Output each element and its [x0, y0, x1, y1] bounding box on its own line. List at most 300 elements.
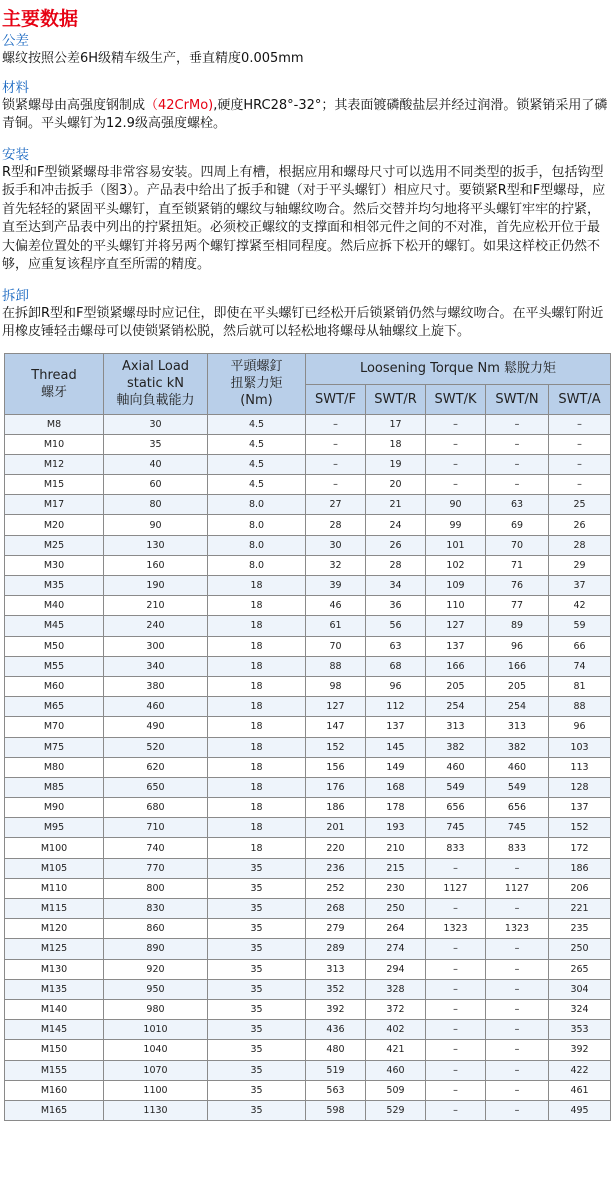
- cell-swt-k: –: [426, 1020, 486, 1040]
- cell-swt-k: 110: [426, 596, 486, 616]
- screw-torque-header-line1: 平頭螺釘: [230, 359, 283, 374]
- cell-swt-k: 549: [426, 777, 486, 797]
- cell-swt-f: 480: [306, 1040, 366, 1060]
- cell-thread: M30: [5, 555, 104, 575]
- cell-swt-a: 186: [549, 858, 611, 878]
- cell-swt-n: –: [486, 999, 549, 1019]
- cell-swt-f: –: [306, 414, 366, 434]
- cell-swt-f: 279: [306, 919, 366, 939]
- cell-swt-r: 137: [366, 717, 426, 737]
- axial-load-header-line2: static kN: [126, 376, 185, 391]
- cell-swt-k: 833: [426, 838, 486, 858]
- cell-swt-a: 42: [549, 596, 611, 616]
- cell-axial-load: 40: [104, 454, 208, 474]
- cell-swt-r: 168: [366, 777, 426, 797]
- cell-axial-load: 380: [104, 676, 208, 696]
- cell-axial-load: 800: [104, 878, 208, 898]
- cell-swt-n: –: [486, 1040, 549, 1060]
- cell-thread: M105: [5, 858, 104, 878]
- table-row: [5, 838, 611, 858]
- cell-swt-r: 19: [366, 454, 426, 474]
- cell-swt-r: 215: [366, 858, 426, 878]
- cell-swt-f: 201: [306, 818, 366, 838]
- cell-thread: M70: [5, 717, 104, 737]
- cell-axial-load: 210: [104, 596, 208, 616]
- screw-torque-header-line3: (Nm): [240, 393, 273, 408]
- spec-table-body: [5, 414, 611, 1121]
- thread-header: [5, 353, 104, 414]
- cell-swt-a: 392: [549, 1040, 611, 1060]
- cell-swt-k: 1127: [426, 878, 486, 898]
- cell-thread: M160: [5, 1080, 104, 1100]
- cell-thread: M135: [5, 979, 104, 999]
- cell-screw-torque: 35: [208, 959, 306, 979]
- cell-screw-torque: 8.0: [208, 515, 306, 535]
- cell-swt-a: 103: [549, 737, 611, 757]
- cell-screw-torque: 18: [208, 737, 306, 757]
- cell-swt-f: 186: [306, 798, 366, 818]
- cell-screw-torque: 4.5: [208, 454, 306, 474]
- table-row: [5, 1100, 611, 1120]
- cell-axial-load: 90: [104, 515, 208, 535]
- cell-swt-a: 221: [549, 899, 611, 919]
- cell-swt-n: 71: [486, 555, 549, 575]
- cell-swt-k: –: [426, 959, 486, 979]
- cell-swt-k: 166: [426, 656, 486, 676]
- cell-swt-k: –: [426, 979, 486, 999]
- cell-axial-load: 190: [104, 576, 208, 596]
- cell-swt-f: –: [306, 454, 366, 474]
- table-row: [5, 777, 611, 797]
- cell-swt-k: –: [426, 858, 486, 878]
- material-text-before: 锁紧螺母由高强度钢制成: [2, 97, 146, 113]
- cell-screw-torque: 18: [208, 676, 306, 696]
- subheader-swt-n: SWT/N: [486, 384, 549, 414]
- screw-torque-header: [208, 353, 306, 414]
- cell-axial-load: 770: [104, 858, 208, 878]
- cell-axial-load: 60: [104, 475, 208, 495]
- cell-swt-n: 1127: [486, 878, 549, 898]
- subheader-swt-k: SWT/K: [426, 384, 486, 414]
- loosening-torque-header: Loosening Torque Nm 鬆脫力矩: [306, 353, 611, 384]
- cell-swt-a: 422: [549, 1060, 611, 1080]
- cell-axial-load: 35: [104, 434, 208, 454]
- cell-swt-f: 70: [306, 636, 366, 656]
- cell-swt-f: 436: [306, 1020, 366, 1040]
- cell-swt-n: –: [486, 899, 549, 919]
- cell-screw-torque: 35: [208, 939, 306, 959]
- cell-swt-r: 28: [366, 555, 426, 575]
- cell-swt-n: 89: [486, 616, 549, 636]
- cell-swt-a: 25: [549, 495, 611, 515]
- table-row: [5, 434, 611, 454]
- table-row: [5, 959, 611, 979]
- cell-axial-load: 1130: [104, 1100, 208, 1120]
- cell-swt-k: –: [426, 434, 486, 454]
- cell-thread: M130: [5, 959, 104, 979]
- cell-screw-torque: 4.5: [208, 414, 306, 434]
- cell-thread: M35: [5, 576, 104, 596]
- cell-swt-k: 1323: [426, 919, 486, 939]
- table-row: [5, 697, 611, 717]
- cell-swt-k: –: [426, 899, 486, 919]
- cell-swt-r: 145: [366, 737, 426, 757]
- cell-axial-load: 80: [104, 495, 208, 515]
- cell-swt-a: 265: [549, 959, 611, 979]
- cell-swt-r: 421: [366, 1040, 426, 1060]
- cell-swt-a: –: [549, 414, 611, 434]
- cell-swt-a: 96: [549, 717, 611, 737]
- cell-axial-load: 980: [104, 999, 208, 1019]
- cell-axial-load: 1100: [104, 1080, 208, 1100]
- cell-thread: M120: [5, 919, 104, 939]
- cell-axial-load: 1070: [104, 1060, 208, 1080]
- cell-thread: M100: [5, 838, 104, 858]
- thread-header-cn: 螺牙: [40, 384, 67, 400]
- cell-swt-f: 46: [306, 596, 366, 616]
- cell-swt-r: 274: [366, 939, 426, 959]
- cell-swt-n: 1323: [486, 919, 549, 939]
- cell-screw-torque: 35: [208, 899, 306, 919]
- cell-swt-n: –: [486, 1100, 549, 1120]
- cell-screw-torque: 35: [208, 979, 306, 999]
- cell-swt-a: 304: [549, 979, 611, 999]
- table-row: [5, 576, 611, 596]
- table-row: [5, 515, 611, 535]
- table-row: [5, 1040, 611, 1060]
- cell-swt-r: 509: [366, 1080, 426, 1100]
- cell-swt-f: 236: [306, 858, 366, 878]
- install-heading: 安装: [2, 146, 29, 163]
- table-row: [5, 1020, 611, 1040]
- table-row: [5, 535, 611, 555]
- table-row: [5, 495, 611, 515]
- cell-swt-k: 137: [426, 636, 486, 656]
- cell-thread: M25: [5, 535, 104, 555]
- cell-axial-load: 30: [104, 414, 208, 434]
- cell-swt-f: 98: [306, 676, 366, 696]
- cell-screw-torque: 4.5: [208, 475, 306, 495]
- cell-thread: M20: [5, 515, 104, 535]
- table-row: [5, 757, 611, 777]
- cell-swt-f: 27: [306, 495, 366, 515]
- table-row: [5, 414, 611, 434]
- cell-thread: M10: [5, 434, 104, 454]
- table-row: [5, 979, 611, 999]
- cell-swt-n: 254: [486, 697, 549, 717]
- cell-screw-torque: 18: [208, 656, 306, 676]
- tolerance-heading: 公差: [2, 33, 29, 49]
- table-row: [5, 636, 611, 656]
- page-title: 主要数据: [2, 8, 79, 30]
- table-row: [5, 475, 611, 495]
- cell-screw-torque: 35: [208, 1100, 306, 1120]
- cell-swt-n: 96: [486, 636, 549, 656]
- cell-swt-n: –: [486, 858, 549, 878]
- cell-thread: M75: [5, 737, 104, 757]
- cell-thread: M12: [5, 454, 104, 474]
- cell-swt-f: –: [306, 475, 366, 495]
- cell-swt-r: 328: [366, 979, 426, 999]
- cell-swt-f: 313: [306, 959, 366, 979]
- cell-swt-k: 99: [426, 515, 486, 535]
- cell-swt-f: 598: [306, 1100, 366, 1120]
- cell-swt-n: –: [486, 454, 549, 474]
- cell-swt-a: 81: [549, 676, 611, 696]
- table-row: [5, 737, 611, 757]
- cell-screw-torque: 35: [208, 999, 306, 1019]
- cell-swt-a: 37: [549, 576, 611, 596]
- material-text: [2, 97, 608, 134]
- cell-swt-a: –: [549, 475, 611, 495]
- cell-swt-r: 34: [366, 576, 426, 596]
- cell-swt-n: 745: [486, 818, 549, 838]
- cell-swt-r: 372: [366, 999, 426, 1019]
- cell-swt-n: –: [486, 1080, 549, 1100]
- cell-swt-n: –: [486, 1060, 549, 1080]
- cell-swt-k: –: [426, 1060, 486, 1080]
- cell-swt-a: 59: [549, 616, 611, 636]
- cell-screw-torque: 35: [208, 1020, 306, 1040]
- cell-axial-load: 830: [104, 899, 208, 919]
- cell-thread: M95: [5, 818, 104, 838]
- cell-swt-a: 66: [549, 636, 611, 656]
- cell-thread: M125: [5, 939, 104, 959]
- cell-screw-torque: 35: [208, 858, 306, 878]
- table-row: [5, 798, 611, 818]
- cell-screw-torque: 4.5: [208, 434, 306, 454]
- cell-swt-f: 28: [306, 515, 366, 535]
- cell-swt-n: 77: [486, 596, 549, 616]
- cell-swt-n: 460: [486, 757, 549, 777]
- cell-thread: M8: [5, 414, 104, 434]
- cell-axial-load: 160: [104, 555, 208, 575]
- cell-thread: M65: [5, 697, 104, 717]
- cell-swt-f: 289: [306, 939, 366, 959]
- cell-swt-f: 39: [306, 576, 366, 596]
- cell-swt-n: –: [486, 475, 549, 495]
- cell-swt-a: 250: [549, 939, 611, 959]
- cell-swt-r: 68: [366, 656, 426, 676]
- cell-axial-load: 680: [104, 798, 208, 818]
- cell-swt-n: 70: [486, 535, 549, 555]
- cell-swt-f: 252: [306, 878, 366, 898]
- cell-swt-f: 147: [306, 717, 366, 737]
- table-row: [5, 1080, 611, 1100]
- cell-swt-k: 745: [426, 818, 486, 838]
- cell-screw-torque: 18: [208, 616, 306, 636]
- cell-thread: M55: [5, 656, 104, 676]
- cell-thread: M60: [5, 676, 104, 696]
- spec-table: [4, 353, 611, 1122]
- install-text: R型和F型锁紧螺母非常容易安装。四周上有槽，根据应用和螺母尺寸可以选用不同类型的扳手，包括钩型扳手和冲击扳手（图3）。产品表中给出了扳手和键（对于平头螺钉）相应尺寸。要锁紧R型和F型螺母，应首先轻轻的紧固平头螺钉，直至锁紧销的螺纹与轴螺纹吻合。然后交替并均匀地将平头螺钉牢牢的拧紧，直至达到产品表中列出的拧紧扭矩。必须校正螺纹的支撑面和相邻元件之间的不对准，首先应松开位于最大偏差位置处的平头螺钉并将另两个螺钉撑紧至相同程度。然后应拆下松开的螺钉。如果这样校正仍然不够，应重复该程序直至所需的精度。: [2, 164, 606, 272]
- cell-swt-f: 352: [306, 979, 366, 999]
- table-row: [5, 555, 611, 575]
- table-row: [5, 858, 611, 878]
- cell-swt-n: 656: [486, 798, 549, 818]
- table-row: [5, 454, 611, 474]
- cell-thread: M110: [5, 878, 104, 898]
- cell-swt-n: –: [486, 939, 549, 959]
- cell-thread: M40: [5, 596, 104, 616]
- cell-swt-n: 549: [486, 777, 549, 797]
- cell-thread: M17: [5, 495, 104, 515]
- cell-swt-k: 127: [426, 616, 486, 636]
- cell-swt-k: –: [426, 999, 486, 1019]
- tolerance-text: 螺纹按照公差6H级精车级生产，垂直精度0.005mm: [2, 51, 304, 66]
- cell-swt-r: 210: [366, 838, 426, 858]
- table-row: [5, 899, 611, 919]
- cell-swt-r: 24: [366, 515, 426, 535]
- table-row: [5, 596, 611, 616]
- cell-swt-k: –: [426, 454, 486, 474]
- cell-swt-f: 268: [306, 899, 366, 919]
- cell-swt-f: 32: [306, 555, 366, 575]
- cell-swt-r: 193: [366, 818, 426, 838]
- cell-screw-torque: 35: [208, 1060, 306, 1080]
- cell-swt-n: 313: [486, 717, 549, 737]
- cell-swt-r: 36: [366, 596, 426, 616]
- cell-swt-f: 61: [306, 616, 366, 636]
- cell-swt-r: 250: [366, 899, 426, 919]
- cell-screw-torque: 18: [208, 717, 306, 737]
- axial-load-header-line1: Axial Load: [121, 359, 190, 374]
- cell-swt-r: 17: [366, 414, 426, 434]
- cell-swt-a: 206: [549, 878, 611, 898]
- cell-axial-load: 650: [104, 777, 208, 797]
- cell-screw-torque: 18: [208, 838, 306, 858]
- cell-thread: M140: [5, 999, 104, 1019]
- table-row: [5, 999, 611, 1019]
- material-grade-highlight: （42CrMo): [145, 97, 214, 113]
- cell-swt-k: 205: [426, 676, 486, 696]
- cell-thread: M50: [5, 636, 104, 656]
- cell-swt-a: 29: [549, 555, 611, 575]
- cell-swt-a: 353: [549, 1020, 611, 1040]
- cell-swt-f: 127: [306, 697, 366, 717]
- cell-thread: M80: [5, 757, 104, 777]
- cell-screw-torque: 35: [208, 1040, 306, 1060]
- cell-axial-load: 520: [104, 737, 208, 757]
- subheader-swt-a: SWT/A: [549, 384, 611, 414]
- cell-swt-k: –: [426, 1040, 486, 1060]
- cell-screw-torque: 18: [208, 697, 306, 717]
- cell-axial-load: 1040: [104, 1040, 208, 1060]
- cell-swt-r: 112: [366, 697, 426, 717]
- cell-axial-load: 130: [104, 535, 208, 555]
- cell-swt-n: –: [486, 1020, 549, 1040]
- cell-axial-load: 300: [104, 636, 208, 656]
- cell-thread: M115: [5, 899, 104, 919]
- cell-swt-f: 176: [306, 777, 366, 797]
- axial-load-header-line3: 軸向負載能力: [116, 393, 195, 408]
- cell-swt-a: 28: [549, 535, 611, 555]
- cell-swt-a: 235: [549, 919, 611, 939]
- cell-swt-a: 495: [549, 1100, 611, 1120]
- cell-swt-r: 460: [366, 1060, 426, 1080]
- cell-swt-r: 529: [366, 1100, 426, 1120]
- cell-axial-load: 1010: [104, 1020, 208, 1040]
- cell-swt-n: –: [486, 414, 549, 434]
- thread-header-en: Thread: [31, 367, 77, 383]
- cell-axial-load: 620: [104, 757, 208, 777]
- cell-screw-torque: 18: [208, 818, 306, 838]
- table-row: [5, 1060, 611, 1080]
- table-row: [5, 656, 611, 676]
- cell-swt-k: 382: [426, 737, 486, 757]
- cell-screw-torque: 18: [208, 576, 306, 596]
- cell-swt-k: 90: [426, 495, 486, 515]
- cell-swt-k: 102: [426, 555, 486, 575]
- cell-swt-n: 833: [486, 838, 549, 858]
- cell-swt-n: –: [486, 434, 549, 454]
- cell-swt-r: 56: [366, 616, 426, 636]
- subheader-swt-f: SWT/F: [306, 384, 366, 414]
- removal-heading: 拆卸: [2, 287, 29, 304]
- cell-axial-load: 240: [104, 616, 208, 636]
- cell-swt-r: 63: [366, 636, 426, 656]
- cell-swt-a: 152: [549, 818, 611, 838]
- cell-swt-n: –: [486, 979, 549, 999]
- table-row: [5, 818, 611, 838]
- cell-axial-load: 860: [104, 919, 208, 939]
- cell-axial-load: 460: [104, 697, 208, 717]
- cell-swt-r: 20: [366, 475, 426, 495]
- screw-torque-header-line2: 扭緊力矩: [230, 376, 283, 391]
- cell-axial-load: 740: [104, 838, 208, 858]
- cell-swt-k: 254: [426, 697, 486, 717]
- cell-swt-k: 313: [426, 717, 486, 737]
- cell-swt-f: –: [306, 434, 366, 454]
- table-row: [5, 919, 611, 939]
- cell-swt-n: 76: [486, 576, 549, 596]
- cell-axial-load: 890: [104, 939, 208, 959]
- table-row: [5, 616, 611, 636]
- cell-swt-a: 172: [549, 838, 611, 858]
- cell-swt-f: 156: [306, 757, 366, 777]
- cell-screw-torque: 35: [208, 919, 306, 939]
- cell-swt-r: 149: [366, 757, 426, 777]
- cell-swt-n: –: [486, 959, 549, 979]
- material-text-after: ,硬度HRC28°-32°；其表面镀磷酸盐层并经过润滑。锁紧销采用了磷青铜。平头螺钉为12.9级高强度螺栓。: [2, 97, 608, 131]
- cell-swt-r: 178: [366, 798, 426, 818]
- cell-screw-torque: 8.0: [208, 555, 306, 575]
- cell-swt-k: –: [426, 1100, 486, 1120]
- cell-swt-r: 402: [366, 1020, 426, 1040]
- cell-screw-torque: 18: [208, 777, 306, 797]
- cell-swt-a: –: [549, 434, 611, 454]
- table-row: [5, 676, 611, 696]
- cell-thread: M155: [5, 1060, 104, 1080]
- cell-swt-r: 230: [366, 878, 426, 898]
- cell-swt-f: 152: [306, 737, 366, 757]
- cell-swt-r: 18: [366, 434, 426, 454]
- cell-axial-load: 710: [104, 818, 208, 838]
- cell-thread: M165: [5, 1100, 104, 1120]
- cell-swt-a: 137: [549, 798, 611, 818]
- cell-swt-r: 26: [366, 535, 426, 555]
- table-row: [5, 717, 611, 737]
- cell-thread: M90: [5, 798, 104, 818]
- cell-swt-a: 113: [549, 757, 611, 777]
- cell-swt-k: –: [426, 939, 486, 959]
- cell-swt-a: –: [549, 454, 611, 474]
- cell-swt-n: 63: [486, 495, 549, 515]
- cell-axial-load: 920: [104, 959, 208, 979]
- cell-thread: M150: [5, 1040, 104, 1060]
- cell-screw-torque: 35: [208, 1080, 306, 1100]
- cell-swt-k: 460: [426, 757, 486, 777]
